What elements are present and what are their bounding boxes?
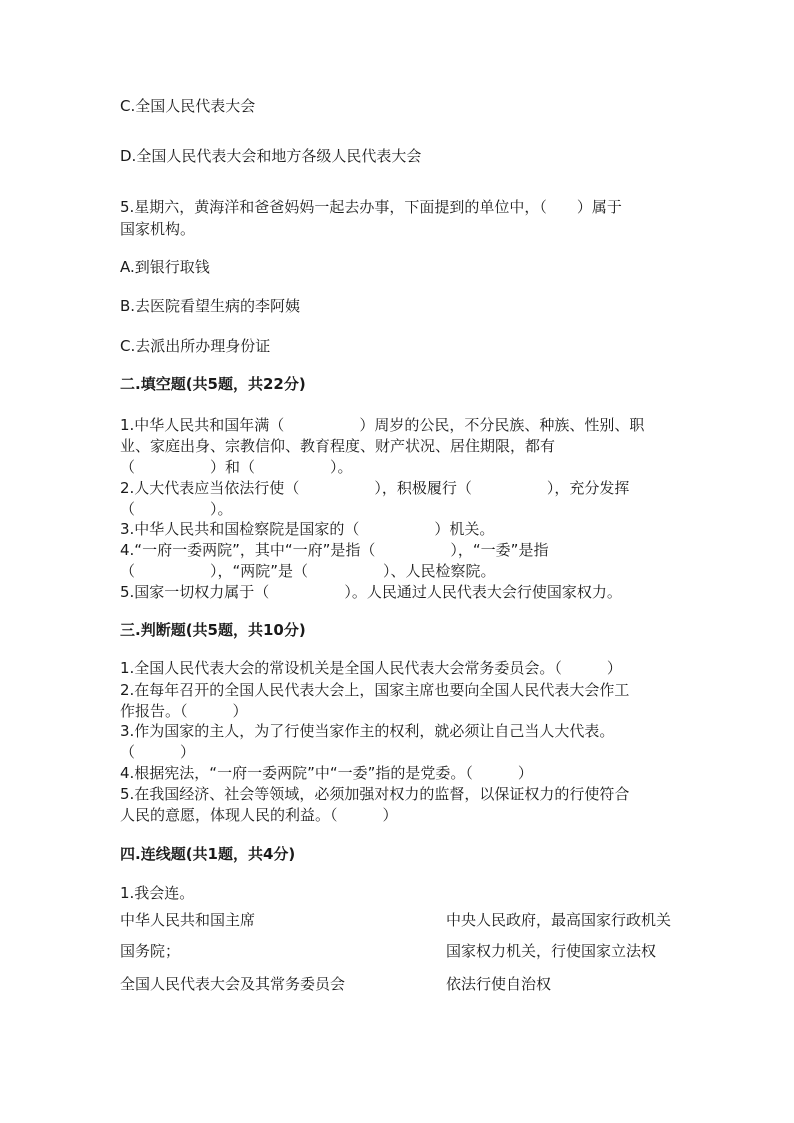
fill-line: 5.国家一切权力属于（ ）。人民通过人民代表大会行使国家权力。 bbox=[120, 583, 622, 601]
match-left-item: 中华人民共和国主席 bbox=[120, 911, 256, 929]
judge-line: 作报告。（ ） bbox=[120, 702, 248, 720]
fill-line: （ ）。 bbox=[120, 500, 233, 518]
match-right-item: 中央人民政府，最高国家行政机关 bbox=[446, 911, 672, 929]
match-stem: 1.我会连。 bbox=[120, 884, 195, 902]
judge-line: 2.在每年召开的全国人民代表大会上，国家主席也要向全国人民代表大会作工 bbox=[120, 681, 630, 699]
q5-option-c: C.去派出所办理身份证 bbox=[120, 337, 271, 355]
q4-option-d: D.全国人民代表大会和地方各级人民代表大会 bbox=[120, 147, 422, 165]
match-right-item: 国家权力机关，行使国家立法权 bbox=[446, 942, 657, 960]
judge-line: 1.全国人民代表大会的常设机关是全国人民代表大会常务委员会。（ ） bbox=[120, 659, 622, 677]
judge-line: 5.在我国经济、社会等领域，必须加强对权力的监督，以保证权力的行使符合 bbox=[120, 785, 630, 803]
judge-line: （ ） bbox=[120, 743, 196, 761]
section4-heading: 四.连线题(共1题，共4分) bbox=[120, 845, 296, 863]
match-right-item: 依法行使自治权 bbox=[446, 975, 552, 993]
judge-line: 4.根据宪法，“一府一委两院”中“一委”指的是党委。（ ） bbox=[120, 764, 533, 782]
fill-line: 业、家庭出身、宗教信仰、教育程度、财产状况、居住期限，都有 bbox=[120, 437, 556, 455]
match-left-item: 国务院； bbox=[120, 942, 181, 960]
judge-line: 人民的意愿，体现人民的利益。（ ） bbox=[120, 806, 398, 824]
q5-option-b: B.去医院看望生病的李阿姨 bbox=[120, 297, 301, 315]
section2-heading: 二.填空题(共5题，共22分) bbox=[120, 375, 306, 393]
fill-line: （ ）和（ ）。 bbox=[120, 458, 353, 476]
q5-option-a: A.到银行取钱 bbox=[120, 258, 210, 276]
fill-line: （ ），“两院”是（ ）、人民检察院。 bbox=[120, 562, 496, 580]
fill-line: 1.中华人民共和国年满（ ）周岁的公民，不分民族、种族、性别、职 bbox=[120, 416, 645, 434]
section3-heading: 三.判断题(共5题，共10分) bbox=[120, 621, 306, 639]
match-left-item: 全国人民代表大会及其常务委员会 bbox=[120, 975, 346, 993]
judge-line: 3.作为国家的主人，为了行使当家作主的权利，就必须让自己当人大代表。 bbox=[120, 722, 615, 740]
q5-stem-line1: 5.星期六，黄海洋和爸爸妈妈一起去办事，下面提到的单位中，（ ）属于 bbox=[120, 198, 622, 216]
q4-option-c: C.全国人民代表大会 bbox=[120, 97, 256, 115]
fill-line: 4.“一府一委两院”，其中“一府”是指（ ），“一委”是指 bbox=[120, 541, 549, 559]
fill-line: 2.人大代表应当依法行使（ ），积极履行（ ），充分发挥 bbox=[120, 479, 630, 497]
q5-stem-line2: 国家机构。 bbox=[120, 220, 196, 238]
fill-line: 3.中华人民共和国检察院是国家的（ ）机关。 bbox=[120, 520, 495, 538]
